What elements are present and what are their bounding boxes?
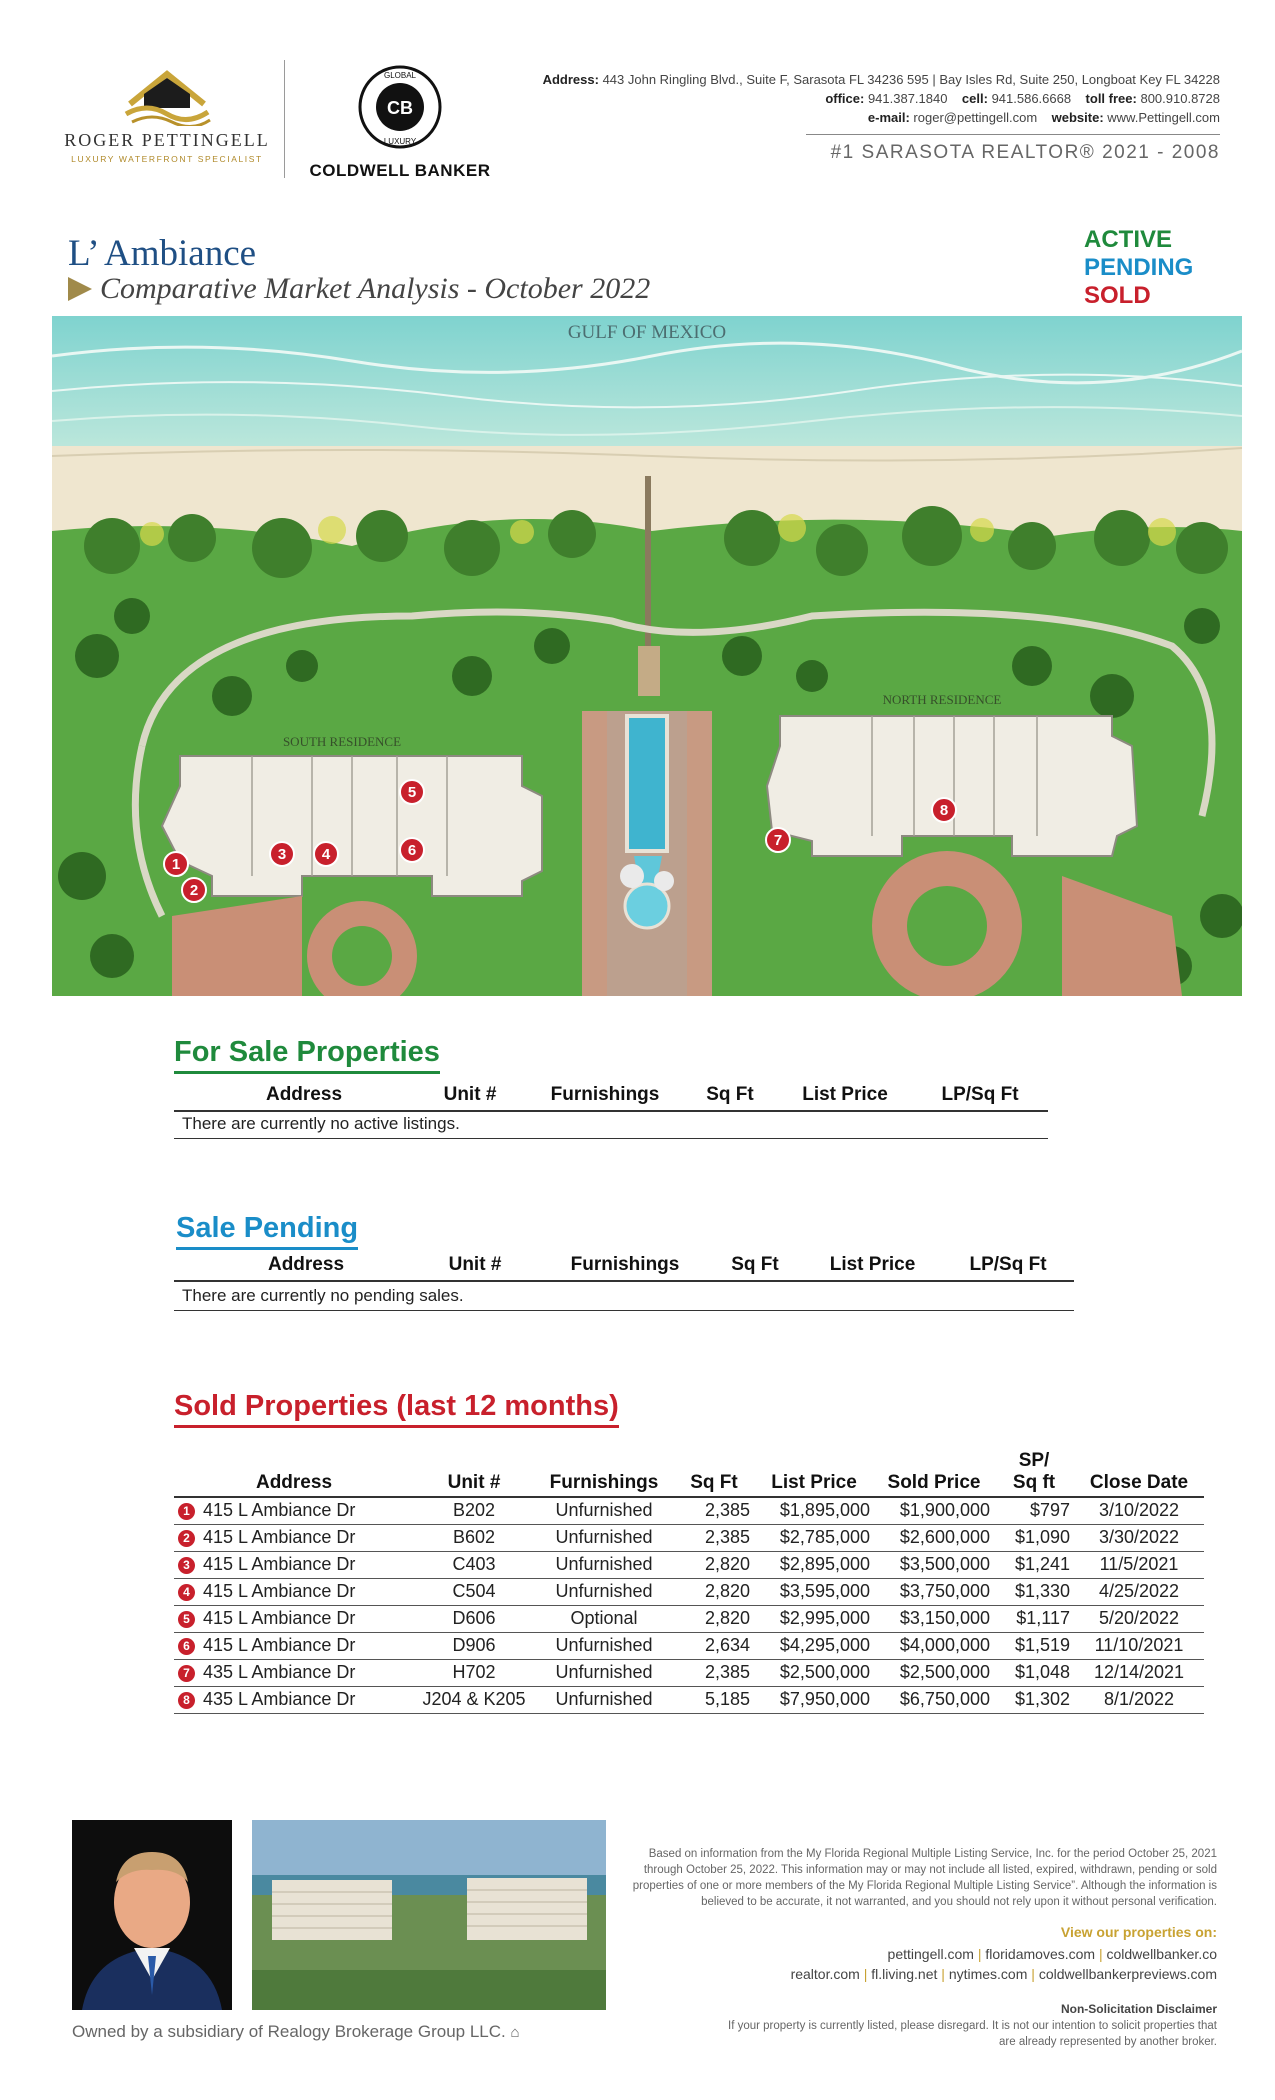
legend-active: ACTIVE	[1084, 226, 1173, 253]
tollfree-label: toll free:	[1085, 91, 1137, 106]
map-marker-2	[182, 878, 206, 902]
sold-cell-sp-sqft: $1,519	[994, 1632, 1074, 1659]
sold-header-furnishings: Furnishings	[534, 1450, 674, 1497]
address-text: 435 L Ambiance Dr	[203, 1662, 356, 1682]
sold-cell-sold-price: $4,000,000	[874, 1632, 994, 1659]
sold-cell-sqft: 2,385	[674, 1524, 754, 1551]
for-sale-header-rule	[174, 1110, 1048, 1112]
sold-cell-unit: D906	[414, 1632, 534, 1659]
website-label: website:	[1051, 110, 1104, 125]
house-wave-icon	[122, 64, 212, 126]
sold-cell-close-date: 3/10/2022	[1074, 1497, 1204, 1524]
rp-name: ROGER PETTINGELL	[64, 130, 270, 150]
sold-cell-list-price: $2,895,000	[754, 1551, 874, 1578]
link-realtor[interactable]: realtor.com	[790, 1966, 860, 1982]
cb-name: COLDWELL BANKER	[309, 161, 491, 180]
sold-row	[174, 1605, 1204, 1632]
pending-header-lp-sqft: LP/Sq Ft	[969, 1254, 1047, 1275]
sold-cell-close-date: 5/20/2022	[1074, 1605, 1204, 1632]
for-sale-header-address: Address	[265, 1084, 343, 1105]
sold-cell-address	[174, 1632, 414, 1659]
pending-header-unit: Unit #	[448, 1254, 502, 1275]
sold-header-unit: Unit #	[414, 1450, 534, 1497]
link-separator: |	[941, 1966, 945, 1982]
sold-cell-list-price: $2,785,000	[754, 1524, 874, 1551]
sold-cell-sp-sqft: $1,302	[994, 1686, 1074, 1713]
property-links	[617, 1944, 1217, 1984]
address-text: 415 L Ambiance Dr	[203, 1527, 356, 1547]
gulf-label: GULF OF MEXICO	[567, 322, 727, 343]
svg-text:2: 2	[189, 882, 199, 899]
ownership-text: Owned by a subsidiary of Realogy Brokerage Group LLC.	[72, 2022, 506, 2041]
sold-cell-sp-sqft: $1,048	[994, 1659, 1074, 1686]
sold-cell-unit: B602	[414, 1524, 534, 1551]
sold-row	[174, 1686, 1204, 1713]
sold-cell-sold-price: $6,750,000	[874, 1686, 994, 1713]
row-number-badge: 4	[178, 1584, 195, 1601]
ranking-text: #1 SARASOTA REALTOR® 2021 - 2008	[830, 142, 1220, 163]
roger-pettingell-logo	[62, 64, 272, 184]
address-text: 415 L Ambiance Dr	[203, 1608, 356, 1628]
sold-cell-sp-sqft: $797	[994, 1497, 1074, 1524]
sold-cell-furnishings: Unfurnished	[534, 1686, 674, 1713]
email-label: e-mail:	[867, 110, 910, 125]
cell-phone[interactable]: 941.586.6668	[991, 91, 1072, 106]
sold-cell-sold-price: $2,600,000	[874, 1524, 994, 1551]
row-number-badge: 5	[178, 1611, 195, 1628]
address-text: 415 L Ambiance Dr	[203, 1581, 356, 1601]
sold-title: Sold Properties (last 12 months)	[174, 1390, 619, 1428]
status-legend	[1084, 226, 1193, 310]
link-separator: |	[863, 1966, 868, 1982]
sold-cell-unit: C403	[414, 1551, 534, 1578]
rp-tagline: LUXURY WATERFRONT SPECIALIST	[71, 154, 263, 164]
sold-table	[174, 1450, 1204, 1714]
equal-housing-icon: ⌂	[510, 2024, 520, 2041]
sold-cell-sqft: 2,820	[674, 1578, 754, 1605]
address-text: 415 L Ambiance Dr	[203, 1635, 356, 1655]
agent-photo	[72, 1820, 232, 2010]
link-nytimes[interactable]: nytimes.com	[948, 1966, 1028, 1982]
sold-header-list-price: List Price	[754, 1450, 874, 1497]
sold-header-row	[174, 1450, 1204, 1497]
sold-cell-sp-sqft: $1,117	[994, 1605, 1074, 1632]
sold-row	[174, 1659, 1204, 1686]
sold-cell-address	[174, 1524, 414, 1551]
sold-cell-address	[174, 1551, 414, 1578]
legend-pending: PENDING	[1084, 254, 1194, 281]
map-marker-4	[314, 842, 338, 866]
building-photo	[252, 1820, 606, 2010]
subtitle-text: Comparative Market Analysis - October 2022	[100, 272, 651, 305]
for-sale-header-list-price: List Price	[802, 1084, 888, 1105]
for-sale-note: There are currently no active listings.	[182, 1114, 460, 1133]
svg-text:7: 7	[773, 832, 783, 849]
contact-block	[520, 70, 1220, 127]
pending-bottom-rule	[174, 1310, 1074, 1311]
sold-cell-furnishings: Unfurnished	[534, 1524, 674, 1551]
for-sale-header-unit: Unit #	[443, 1084, 497, 1105]
sold-table-body	[174, 1497, 1204, 1713]
cb-ring-bottom: LUXURY	[383, 137, 417, 146]
cb-global-luxury-icon	[357, 64, 443, 150]
sold-header-close-date: Close Date	[1074, 1450, 1204, 1497]
pending-header-rule	[174, 1280, 1074, 1282]
sold-row	[174, 1632, 1204, 1659]
for-sale-header-sqft: Sq Ft	[706, 1084, 754, 1105]
site-plan-svg	[52, 316, 1242, 996]
sold-cell-close-date: 4/25/2022	[1074, 1578, 1204, 1605]
sold-cell-sp-sqft: $1,330	[994, 1578, 1074, 1605]
sold-cell-sp-sqft: $1,090	[994, 1524, 1074, 1551]
for-sale-bottom-rule	[174, 1138, 1048, 1139]
sold-cell-sqft: 2,385	[674, 1497, 754, 1524]
sold-row	[174, 1551, 1204, 1578]
sold-cell-furnishings: Optional	[534, 1605, 674, 1632]
map-marker-5	[400, 780, 424, 804]
sold-cell-list-price: $1,895,000	[754, 1497, 874, 1524]
sold-cell-address	[174, 1605, 414, 1632]
north-residence-label: NORTH RESIDENCE	[882, 692, 1002, 707]
pending-header-list-price: List Price	[829, 1254, 916, 1275]
ownership-notice	[72, 2022, 520, 2042]
legend-sold: SOLD	[1084, 282, 1151, 309]
contact-address-line	[520, 70, 1220, 89]
sold-cell-address	[174, 1659, 414, 1686]
links-line-2	[617, 1964, 1217, 1984]
svg-text:1: 1	[171, 856, 181, 873]
sold-cell-close-date: 12/14/2021	[1074, 1659, 1204, 1686]
contact-web-line	[520, 108, 1220, 127]
email-link[interactable]: roger@pettingell.com	[913, 110, 1038, 125]
sold-cell-sqft: 2,634	[674, 1632, 754, 1659]
sold-cell-address	[174, 1497, 414, 1524]
row-number-badge: 3	[178, 1557, 195, 1574]
link-coldwellbanker[interactable]: coldwellbanker.co	[1106, 1946, 1217, 1962]
links-line-1	[617, 1944, 1217, 1964]
address-label: Address:	[542, 72, 599, 87]
sold-row	[174, 1578, 1204, 1605]
sold-cell-list-price: $4,295,000	[754, 1632, 874, 1659]
sold-row	[174, 1497, 1204, 1524]
row-number-badge: 2	[178, 1530, 195, 1547]
row-number-badge: 6	[178, 1638, 195, 1655]
sold-cell-close-date: 11/5/2021	[1074, 1551, 1204, 1578]
link-floridamoves[interactable]: floridamoves.com	[985, 1946, 1096, 1962]
sold-cell-furnishings: Unfurnished	[534, 1551, 674, 1578]
link-flliving[interactable]: fl.living.net	[871, 1966, 938, 1982]
pending-header-furnishings: Furnishings	[570, 1254, 680, 1275]
map-marker-3	[270, 842, 294, 866]
row-number-badge: 7	[178, 1665, 195, 1682]
sold-cell-unit: H702	[414, 1659, 534, 1686]
sold-cell-address	[174, 1578, 414, 1605]
svg-text:8: 8	[939, 802, 949, 819]
non-solicitation-text: If your property is currently listed, please disregard. It is not our intention to solicit properties that are already represented by another broker.	[728, 2020, 1217, 2048]
link-separator: |	[1098, 1946, 1103, 1962]
svg-text:4: 4	[321, 846, 331, 863]
sold-cell-sold-price: $1,900,000	[874, 1497, 994, 1524]
site-plan-map	[52, 316, 1242, 996]
sold-cell-furnishings: Unfurnished	[534, 1497, 674, 1524]
sold-cell-sold-price: $3,150,000	[874, 1605, 994, 1632]
sold-cell-unit: J204 & K205	[414, 1686, 534, 1713]
office-phone[interactable]: 941.387.1840	[867, 91, 948, 106]
sold-cell-list-price: $2,500,000	[754, 1659, 874, 1686]
svg-text:3: 3	[277, 846, 287, 863]
south-residence-label: SOUTH RESIDENCE	[282, 734, 402, 749]
sold-cell-furnishings: Unfurnished	[534, 1578, 674, 1605]
sold-cell-furnishings: Unfurnished	[534, 1659, 674, 1686]
link-cbpreviews[interactable]: coldwellbankerpreviews.com	[1038, 1966, 1217, 1982]
address-text: 415 L Ambiance Dr	[203, 1500, 356, 1521]
contact-phone-line	[520, 89, 1220, 108]
address: 443 John Ringling Blvd., Suite F, Sarasota FL 34236 595 | Bay Isles Rd, Suite 250, Longboat Key FL 34228	[602, 72, 1220, 87]
pending-header-sqft: Sq Ft	[731, 1254, 779, 1275]
svg-text:5: 5	[407, 784, 417, 801]
link-separator: |	[1031, 1966, 1035, 1982]
view-properties-title: View our properties on:	[1060, 1924, 1217, 1940]
mls-disclaimer: Based on information from the My Florida Regional Multiple Listing Service, Inc. for the period October 25, 2021 through October 25, 2022. This information may or may not include all listed, expired, withdrawn, pending or sold properties of one or more members of the My Florida Regional Multiple Listing Service”. Although the information is believed to be accurate, it not warranted, and you should not rely upon it without personal verification.	[632, 1848, 1217, 1908]
map-marker-8	[932, 798, 956, 822]
logo-divider	[284, 60, 285, 178]
page-title: L’ Ambiance	[68, 233, 257, 274]
sold-cell-list-price: $7,950,000	[754, 1686, 874, 1713]
for-sale-header-furnishings: Furnishings	[550, 1084, 660, 1105]
sold-header-address: Address	[174, 1450, 414, 1497]
sold-cell-sqft: 2,385	[674, 1659, 754, 1686]
triangle-bullet-icon	[68, 277, 92, 301]
sold-cell-sp-sqft: $1,241	[994, 1551, 1074, 1578]
sold-cell-close-date: 8/1/2022	[1074, 1686, 1204, 1713]
pending-note: There are currently no pending sales.	[182, 1286, 464, 1305]
sold-header-sp-sqft: SP/ Sq ft	[994, 1450, 1074, 1497]
address-text: 435 L Ambiance Dr	[203, 1689, 356, 1709]
sold-cell-unit: C504	[414, 1578, 534, 1605]
sold-cell-sqft: 5,185	[674, 1686, 754, 1713]
sold-cell-close-date: 11/10/2021	[1074, 1632, 1204, 1659]
contact-divider	[806, 134, 1220, 135]
sold-cell-unit: D606	[414, 1605, 534, 1632]
cb-mark: CB	[387, 98, 413, 118]
cell-label: cell:	[961, 91, 988, 106]
cb-ring-top: GLOBAL	[383, 71, 417, 80]
sold-cell-sold-price: $3,750,000	[874, 1578, 994, 1605]
sold-cell-sqft: 2,820	[674, 1551, 754, 1578]
address-text: 415 L Ambiance Dr	[203, 1554, 356, 1574]
sold-header-sold-price: Sold Price	[874, 1450, 994, 1497]
map-marker-1	[164, 852, 188, 876]
row-number-badge: 1	[178, 1503, 195, 1520]
website-link[interactable]: www.Pettingell.com	[1107, 110, 1220, 125]
map-marker-7	[766, 828, 790, 852]
map-marker-6	[400, 838, 424, 862]
sold-cell-address	[174, 1686, 414, 1713]
row-number-badge: 8	[178, 1692, 195, 1709]
sold-cell-list-price: $2,995,000	[754, 1605, 874, 1632]
link-separator: |	[977, 1946, 982, 1962]
page-subtitle	[68, 272, 650, 306]
sold-cell-list-price: $3,595,000	[754, 1578, 874, 1605]
sold-cell-close-date: 3/30/2022	[1074, 1524, 1204, 1551]
sold-header-sqft: Sq Ft	[674, 1450, 754, 1497]
sold-cell-sqft: 2,820	[674, 1605, 754, 1632]
sold-row	[174, 1524, 1204, 1551]
sold-cell-sold-price: $3,500,000	[874, 1551, 994, 1578]
sold-cell-furnishings: Unfurnished	[534, 1632, 674, 1659]
sold-cell-unit: B202	[414, 1497, 534, 1524]
pending-title: Sale Pending	[176, 1212, 358, 1250]
sold-cell-sold-price: $2,500,000	[874, 1659, 994, 1686]
office-label: office:	[825, 91, 865, 106]
coldwell-banker-logo	[300, 64, 500, 180]
tollfree-phone[interactable]: 800.910.8728	[1140, 91, 1220, 106]
svg-text:6: 6	[407, 842, 417, 859]
link-pettingell[interactable]: pettingell.com	[887, 1946, 974, 1962]
for-sale-title: For Sale Properties	[174, 1036, 440, 1074]
pending-header-address: Address	[267, 1254, 345, 1275]
non-solicitation-title: Non-Solicitation Disclaimer	[1060, 2002, 1217, 2016]
for-sale-header-lp-sqft: LP/Sq Ft	[941, 1084, 1019, 1105]
